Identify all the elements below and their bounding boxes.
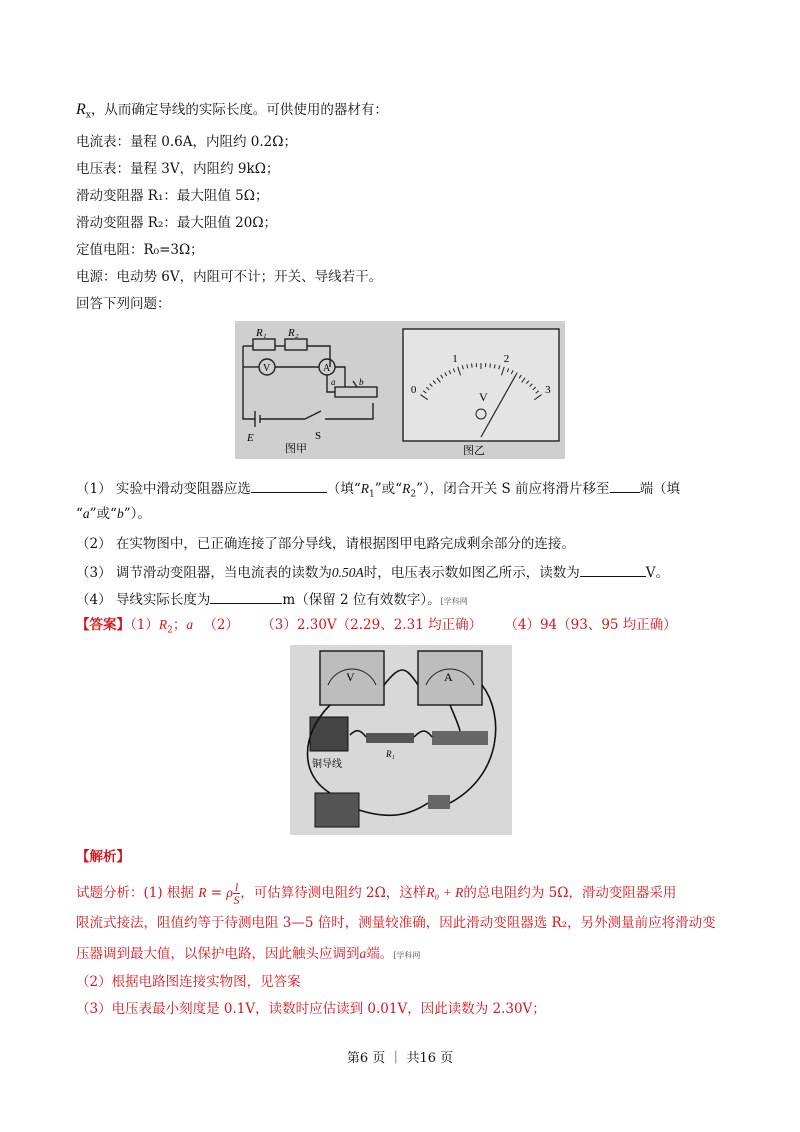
meter-body [403, 329, 559, 441]
figure-svg [235, 321, 565, 459]
question-1-text-d: ”），闭合开关 S 前应将滑片移至 [416, 481, 610, 497]
question-3-unit: A [355, 565, 364, 580]
formula-numerator-l: l [234, 880, 239, 894]
question-4-watermark: [学科网 [440, 597, 468, 606]
intro-var-sub: x [85, 110, 91, 121]
question-3-text-a: 调节滑动变阻器，当电流表的读数为 [115, 565, 332, 581]
caption-circuit: 图甲 [285, 443, 307, 455]
question-1-text-b: （填“ [326, 481, 361, 497]
question-3 [76, 562, 669, 582]
analysis-line-5: （3）电压表最小刻度是 0.1V，读数时应估读到 0.01V，因此读数为 2.30V； [76, 1001, 546, 1017]
analysis-text-3c: 端。 [366, 946, 394, 962]
question-3-text-c: V。 [645, 565, 670, 581]
equipment-rheostat-r1: 滑动变阻器 R₁：最大阻值 5Ω； [76, 188, 269, 204]
label-end-a: a [331, 377, 336, 387]
intro-text: ，从而确定导线的实际长度。可供使用的器材有： [90, 102, 388, 118]
analysis-line-3 [76, 945, 420, 965]
question-4-text-b: m（保留 2 位有效数字）。 [282, 592, 441, 608]
question-3-number: （3） [76, 565, 112, 581]
equipment-voltmeter: 电压表：量程 3V，内阻约 9kΩ； [76, 161, 280, 177]
label-ammeter-a: A [323, 363, 331, 374]
formula-rho: ρ [226, 885, 233, 900]
circuit-diagram [243, 339, 377, 427]
caption-meter: 图乙 [463, 445, 485, 457]
analysis-text-3-end-a: a [359, 946, 367, 961]
answer-line [76, 616, 677, 640]
analysis-r0-plus-r: R₀ + R [426, 885, 464, 900]
question-1-line1 [76, 478, 680, 504]
question-1-blank-rheostat[interactable] [251, 478, 327, 493]
analysis-line-2: 限流式接法，阻值约等于待测电阻 3—5 倍时，测量较准确，因此滑动变阻器选 R₂，另外测量前应将滑动变 [76, 915, 716, 931]
question-2-number: （2） [76, 536, 112, 552]
analysis-line-1 [76, 881, 676, 906]
photo-voltmeter-label: V [346, 670, 355, 684]
question-1-close: ”）。 [123, 506, 151, 522]
question-1-r2-sub: 2 [410, 489, 417, 500]
question-3-value: 0.50 [331, 565, 356, 580]
formula-r: R [198, 885, 207, 900]
question-3-blank-reading[interactable] [580, 562, 646, 577]
label-switch-s: S [315, 430, 322, 442]
analysis-text-3a: 压器调到最大值，以保护电路，因此触头应调到 [76, 946, 360, 962]
answer-a: a [186, 617, 194, 632]
analysis-text-1d: 的总电阻约为 5Ω，滑动变阻器采用 [463, 885, 677, 901]
question-1-number: （1） [76, 481, 112, 497]
meter-tick [472, 364, 473, 368]
answer-wiring-photo [290, 645, 512, 835]
question-2-text: 在实物图中，已正确连接了部分导线，请根据图甲电路完成剩余部分的连接。 [115, 536, 575, 552]
question-1-option-b: b [116, 506, 124, 521]
answer-part-2: （2） [203, 617, 239, 633]
question-4 [76, 589, 468, 611]
answer-part-1: （1） [130, 617, 159, 633]
answer-r2-sub: 2 [167, 625, 173, 636]
analysis-text-1a: 试题分析：(1) 根据 [76, 885, 194, 901]
answer-sep: ； [172, 617, 187, 633]
label-voltmeter-v: V [263, 363, 271, 374]
question-1-text-c: ”或“ [374, 481, 403, 497]
analysis-line-4: （2）根据电路图连接实物图，见答案 [76, 974, 301, 990]
meter-tick [490, 364, 491, 368]
formula-denominator-s: S [233, 893, 240, 907]
question-3-text-b: 时，电压表示数如图乙所示，读数为 [363, 565, 580, 581]
page-footer: 第6 页 ｜ 共16 页 [346, 1051, 454, 1066]
analysis-watermark: [学科网 [393, 951, 421, 960]
label-r2: R₂ [288, 327, 299, 339]
question-1-r1-sub: 1 [369, 489, 375, 500]
photo-wire-label: 铜导线 [312, 759, 342, 770]
meter-scale-label: 3 [545, 383, 551, 396]
intro-line [76, 101, 388, 125]
question-4-text-a: 导线实际长度为 [115, 592, 211, 608]
formula-eq: = [210, 885, 223, 901]
photo-svg [290, 645, 512, 835]
question-2 [76, 535, 575, 553]
question-1-r2: R [402, 481, 411, 496]
question-1-quote-open: “ [76, 506, 83, 522]
meter-scale-label: 2 [503, 353, 510, 366]
question-4-number: （4） [76, 592, 112, 608]
answer-part-3: （3）2.30V（2.29、2.31 均正确） [261, 617, 483, 633]
question-1-r1: R [360, 481, 370, 496]
question-1-text-a: 实验中滑动变阻器应选 [115, 481, 251, 497]
label-r1: R₁ [256, 327, 267, 339]
equipment-power: 电源：电动势 6V，内阻可不计；开关、导线若干。 [76, 269, 383, 285]
label-battery-e: E [247, 432, 254, 444]
analysis-tag: 【解析】 [76, 849, 130, 865]
question-4-blank-length[interactable] [210, 589, 282, 604]
meter-scale-label: 1 [452, 353, 458, 366]
equipment-fixed-resistor: 定值电阻：R₀=3Ω； [76, 242, 204, 258]
answer-r2: R [158, 617, 168, 632]
analysis-text-1b: ，可估算待测电阻约 2Ω，这样 [240, 885, 427, 901]
question-1-text-e: 端（填 [639, 481, 681, 497]
question-1-or: ”或“ [89, 506, 117, 522]
figure-circuit-and-meter [235, 321, 565, 459]
answer-part-4: （4）94（93、95 均正确） [504, 617, 677, 633]
answer-tag: 【答案】 [76, 617, 130, 633]
question-1-blank-end[interactable] [610, 478, 640, 493]
question-1-line2 [76, 505, 151, 523]
meter-unit: V [479, 390, 488, 404]
photo-r-label: R₁ [386, 749, 395, 759]
intro-var: R [76, 101, 86, 118]
label-end-b: b [359, 377, 364, 387]
meter-scale-label: 0 [410, 383, 417, 396]
equipment-rheostat-r2: 滑动变阻器 R₂：最大阻值 20Ω； [76, 215, 278, 231]
equipment-ammeter: 电流表：量程 0.6A，内阻约 0.2Ω； [76, 134, 297, 150]
prompt-text: 回答下列问题： [76, 296, 171, 312]
question-1-option-a: a [82, 506, 90, 521]
photo-ammeter-label: A [444, 670, 453, 684]
